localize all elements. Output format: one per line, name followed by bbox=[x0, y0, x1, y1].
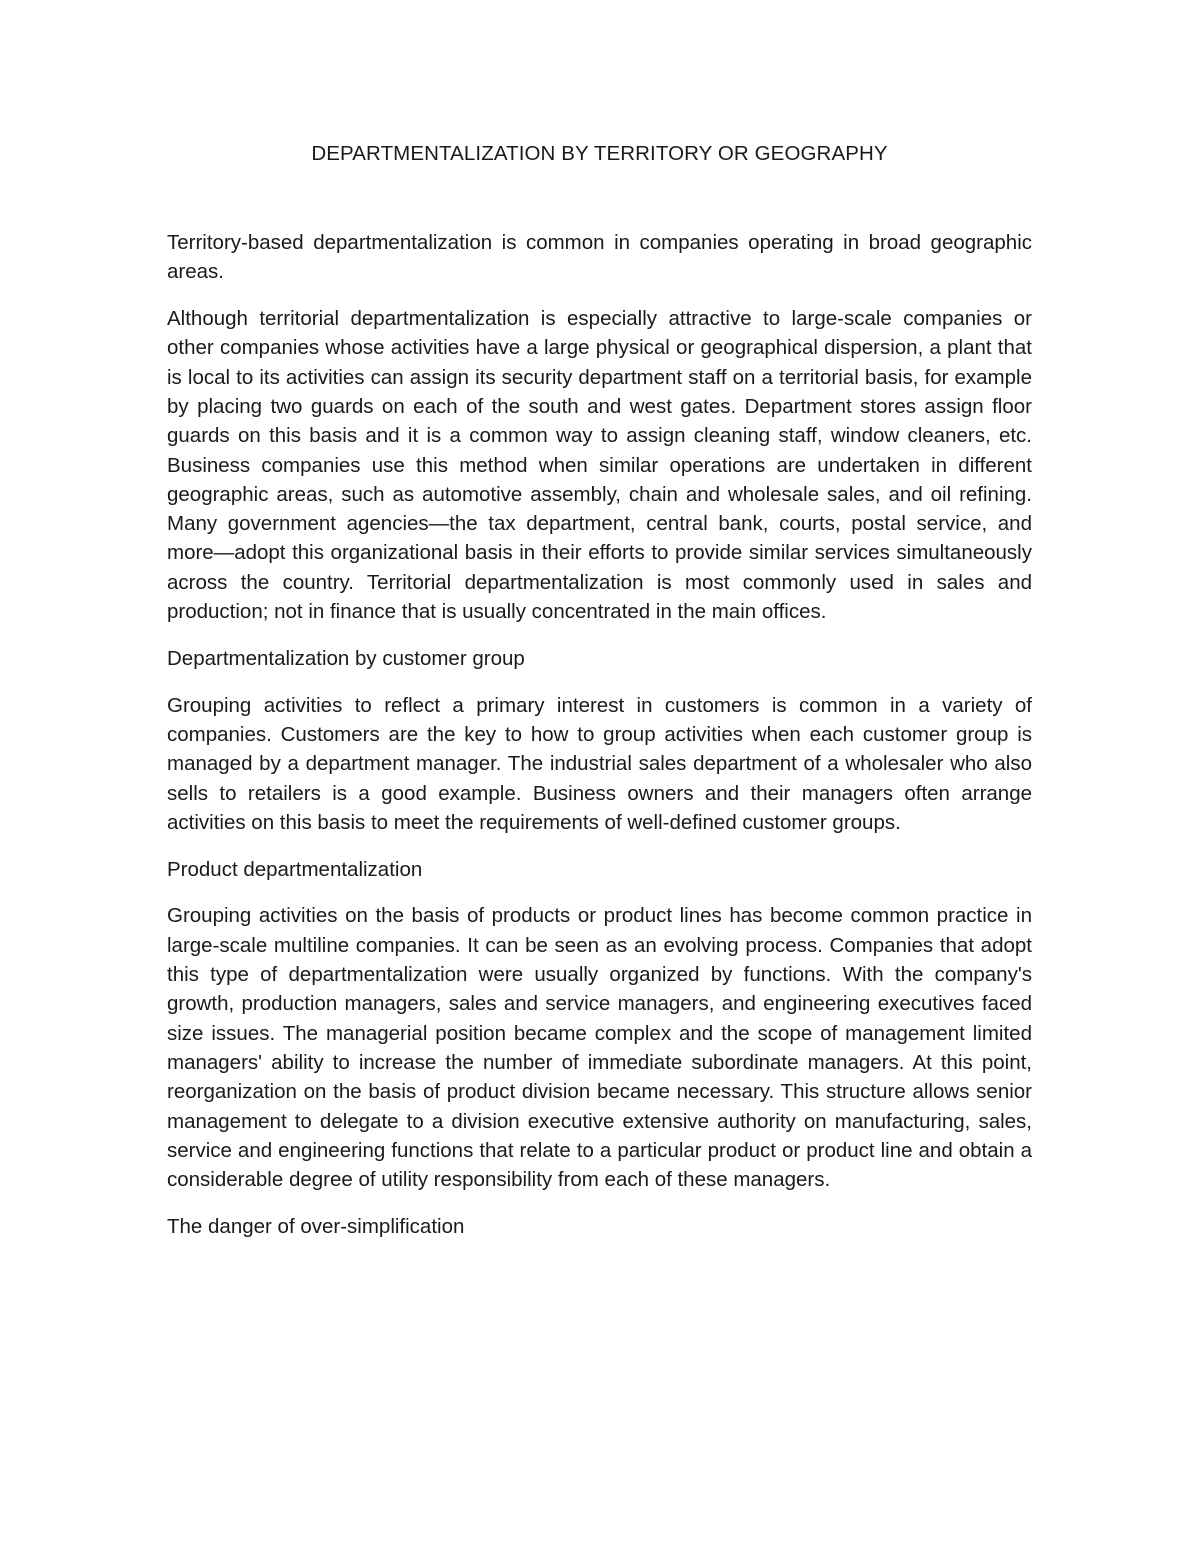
paragraph-customer-group: Grouping activities to reflect a primary interest in customers is common in a variety of companies. Customers are the key to how to group activities when each customer group is managed by a department manager. The industrial sales department of a wholesaler who also sells to retailers is a good example. Business owners and their managers often arrange activities on this basis to meet the requirements of well-defined customer groups. bbox=[167, 693, 1032, 834]
paragraph-intro: Territory-based departmentalization is common in companies operating in broad geographic areas. bbox=[167, 231, 1032, 284]
section-heading-over-simplification: The danger of over-simplification bbox=[167, 1214, 465, 1238]
section-heading-product: Product departmentalization bbox=[167, 857, 423, 881]
document-page bbox=[167, 140, 1032, 1259]
paragraph-product: Grouping activities on the basis of products or product lines has become common practice in large-scale multiline companies. It can be seen as an evolving process. Companies that adopt this type of departmentalization were usually organized by functions. With the company's growth, production managers, sales and service managers, and engineering executives faced size issues. The managerial position became complex and the scope of management limited managers' ability to increase the number of immediate subordinate managers. At this point, reorganization on the basis of product division became necessary. This structure allows senior management to delegate to a division executive extensive authority on manufacturing, sales, service and engineering functions that relate to a particular product or product line and obtain a considerable degree of utility responsibility from each of these managers. bbox=[167, 904, 1032, 1192]
section-heading-customer-group: Departmentalization by customer group bbox=[167, 646, 525, 670]
paragraph-territorial: Although territorial departmentalization is especially attractive to large-scale companies or other companies whose activities have a large physical or geographical dispersion, a plant that is local to its activities can assign its security department staff on a territorial basis, for example by placing two guards on each of the south and west gates. Department stores assign floor guards on this basis and it is a common way to assign cleaning staff, window cleaners, etc. Business companies use this method when similar operations are undertaken in different geographic areas, such as automotive assembly, chain and wholesale sales, and oil refining. Many government agencies—the tax department, central bank, courts, postal service, and more—adopt this organizational basis in their efforts to provide similar services simultaneously across the country. Territorial departmentalization is most commonly used in sales and production; not in finance that is usually concentrated in the main offices. bbox=[167, 307, 1032, 624]
document-title: DEPARTMENTALIZATION BY TERRITORY OR GEOGRAPHY bbox=[311, 142, 888, 165]
